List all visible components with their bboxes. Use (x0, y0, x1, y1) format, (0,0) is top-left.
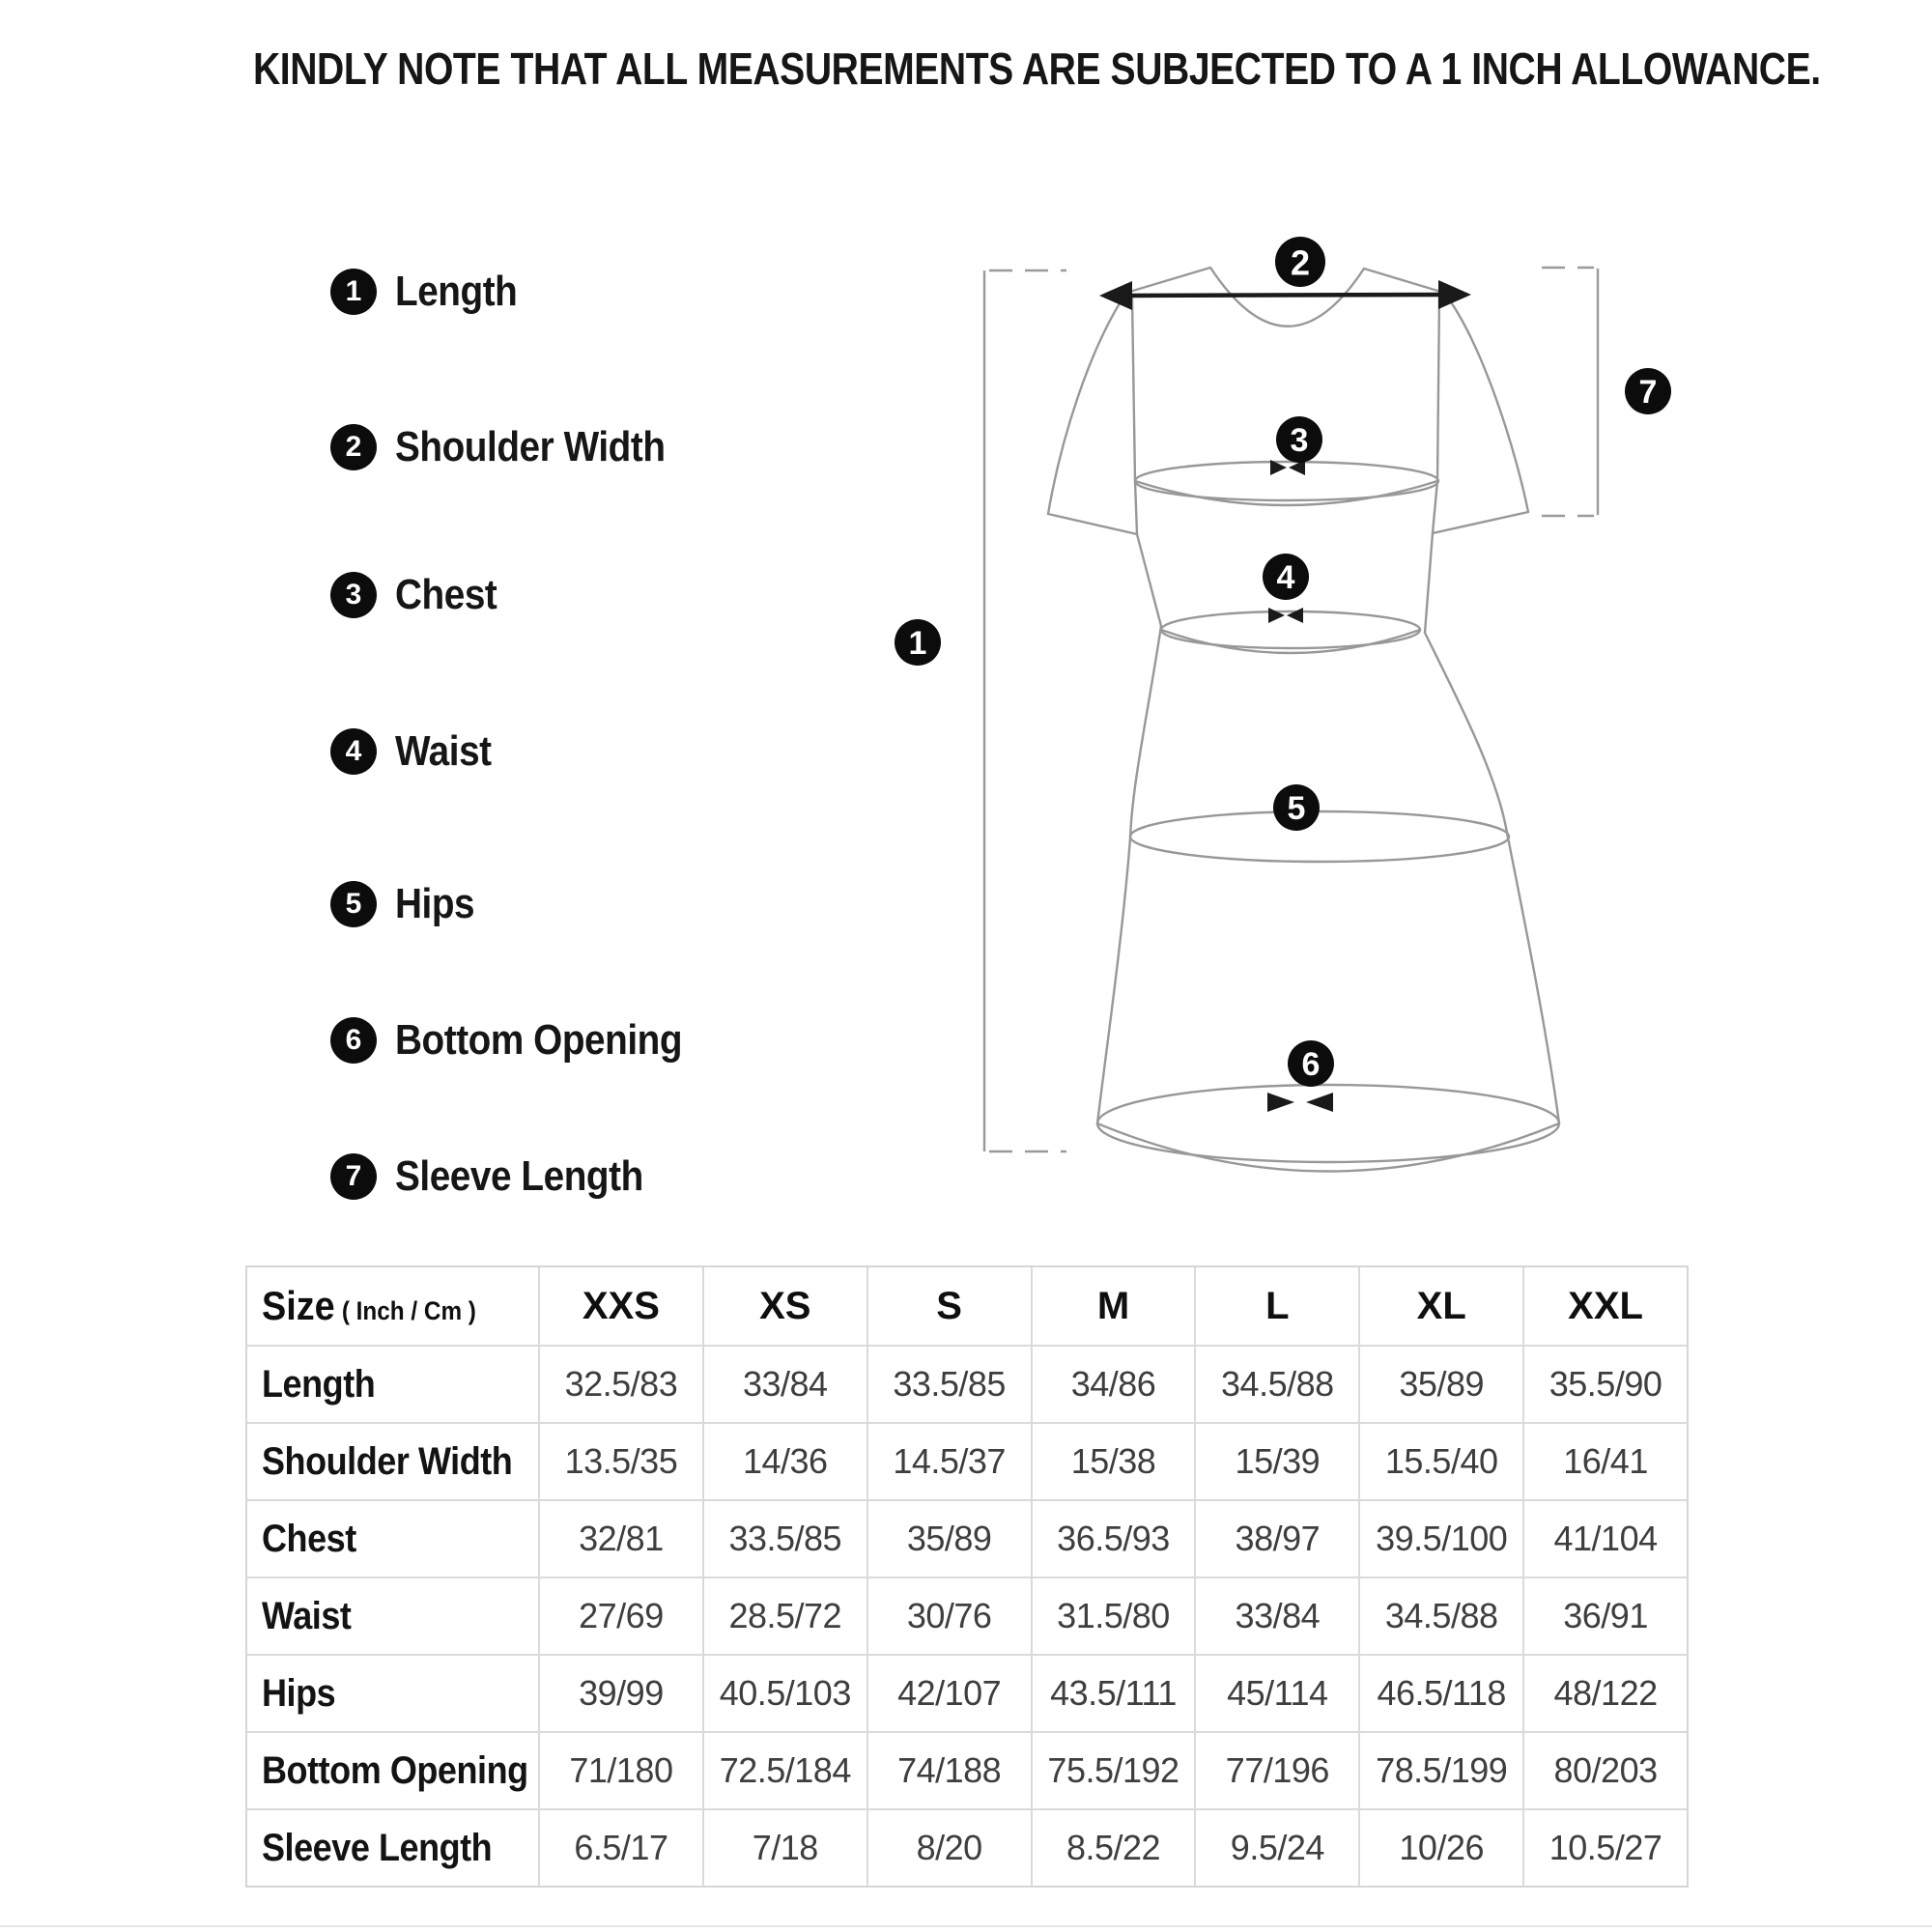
row-label-waist: Waist (247, 1577, 538, 1654)
legend-item-shoulder-width (330, 420, 702, 474)
cell-shoulder-xl: 15.5/40 (1358, 1422, 1522, 1499)
row-label-sleeve-length: Sleeve Length (247, 1808, 538, 1886)
cell-chest-l: 38/97 (1194, 1499, 1358, 1577)
cell-hips-xxs: 39/99 (538, 1654, 702, 1731)
waist-arrow-pair (1268, 608, 1303, 623)
cell-hips-m: 43.5/111 (1031, 1654, 1195, 1731)
cell-chest-m: 36.5/93 (1031, 1499, 1195, 1577)
diagram-marker-2-number: 2 (1290, 242, 1311, 283)
right-bodice-edge (1425, 297, 1439, 633)
marker-5-badge (330, 881, 377, 927)
legend-item-number: 1 (345, 275, 362, 307)
legend-item-label: Chest (395, 571, 497, 618)
legend-item-label: Waist (395, 727, 492, 775)
legend-item-bottom-opening (330, 1013, 722, 1067)
cell-hips-xs: 40.5/103 (702, 1654, 867, 1731)
cell-length-l: 34.5/88 (1194, 1345, 1358, 1422)
chest-seam-arc (1135, 481, 1437, 505)
legend-item-number: 7 (345, 1160, 362, 1192)
legend-item-label: Length (395, 268, 518, 315)
allowance-note: KINDLY NOTE THAT ALL MEASUREMENTS ARE SUBJECTED TO A 1 INCH ALLOWANCE. (253, 43, 1821, 94)
legend-item-hips (330, 877, 485, 931)
right-sleeve-path (1433, 293, 1528, 533)
diagram-marker-1 (895, 619, 941, 666)
legend-item-waist (330, 724, 504, 779)
marker-1-badge (330, 269, 377, 315)
legend-item-label: Bottom Opening (395, 1016, 683, 1064)
legend-item-number: 5 (345, 888, 362, 920)
left-sleeve-path (1048, 293, 1137, 534)
column-header-xxl: XXL (1522, 1267, 1687, 1345)
cell-chest-xxl: 41/104 (1522, 1499, 1687, 1577)
legend-item-number: 2 (345, 431, 362, 463)
column-header-xl: XL (1358, 1267, 1522, 1345)
legend-item-label: Hips (395, 880, 475, 927)
cell-hips-xl: 46.5/118 (1358, 1654, 1522, 1731)
column-header-l: L (1194, 1267, 1358, 1345)
size-header-label: Size (262, 1283, 335, 1328)
row-label-shoulder-width: Shoulder Width (247, 1422, 538, 1499)
shoulder-arrow-left-head (1099, 281, 1132, 310)
bottom-divider (0, 1925, 1932, 1927)
hips-ellipse (1130, 811, 1509, 862)
left-skirt-edge (1097, 626, 1161, 1123)
legend-item-number: 3 (345, 579, 362, 611)
diagram-marker-6 (1288, 1040, 1334, 1087)
diagram-marker-3-number: 3 (1290, 422, 1309, 459)
row-label-length: Length (247, 1345, 538, 1422)
bottom-opening-arrow-pair (1267, 1093, 1333, 1112)
cell-waist-xxl: 36/91 (1522, 1577, 1687, 1654)
unit-header-label: ( Inch / Cm ) (341, 1296, 476, 1325)
cell-waist-m: 31.5/80 (1031, 1577, 1195, 1654)
hem-band-arc (1097, 1123, 1559, 1172)
cell-chest-xs: 33.5/85 (702, 1499, 867, 1577)
diagram-marker-2 (1275, 237, 1325, 287)
cell-waist-xl: 34.5/88 (1358, 1577, 1522, 1654)
cell-sleeve-l: 9.5/24 (1194, 1808, 1358, 1886)
column-header-s: S (867, 1267, 1031, 1345)
cell-sleeve-xl: 10/26 (1358, 1808, 1522, 1886)
shoulder-arrow-right-head (1438, 280, 1471, 309)
cell-length-s: 33.5/85 (867, 1345, 1031, 1422)
cell-shoulder-xs: 14/36 (702, 1422, 867, 1499)
cell-bottom-m: 75.5/192 (1031, 1731, 1195, 1808)
cell-sleeve-xxs: 6.5/17 (538, 1808, 702, 1886)
dress-diagram (869, 232, 1700, 1236)
cell-shoulder-xxs: 13.5/35 (538, 1422, 702, 1499)
cell-sleeve-s: 8/20 (867, 1808, 1031, 1886)
waist-seam-arc (1161, 630, 1420, 653)
legend-item-chest (330, 568, 511, 622)
diagram-marker-5 (1273, 784, 1320, 831)
legend-item-label: Sleeve Length (395, 1152, 643, 1200)
cell-sleeve-xxl: 10.5/27 (1522, 1808, 1687, 1886)
marker-6-badge (330, 1017, 377, 1064)
marker-2-badge (330, 424, 377, 470)
diagram-marker-3 (1276, 416, 1322, 463)
legend-item-label: Shoulder Width (395, 423, 666, 470)
cell-length-m: 34/86 (1031, 1345, 1195, 1422)
cell-chest-s: 35/89 (867, 1499, 1031, 1577)
cell-shoulder-l: 15/39 (1194, 1422, 1358, 1499)
marker-4-badge (330, 728, 377, 775)
cell-shoulder-s: 14.5/37 (867, 1422, 1031, 1499)
diagram-marker-7 (1625, 368, 1671, 414)
cell-waist-xxs: 27/69 (538, 1577, 702, 1654)
cell-bottom-xs: 72.5/184 (702, 1731, 867, 1808)
row-label-bottom-opening: Bottom Opening (247, 1731, 538, 1808)
cell-chest-xxs: 32/81 (538, 1499, 702, 1577)
cell-bottom-xxl: 80/203 (1522, 1731, 1687, 1808)
marker-7-badge (330, 1153, 377, 1200)
legend-item-number: 6 (345, 1024, 362, 1056)
diagram-marker-4 (1263, 554, 1309, 600)
legend-item-length (330, 265, 534, 319)
cell-bottom-l: 77/196 (1194, 1731, 1358, 1808)
cell-length-xs: 33/84 (702, 1345, 867, 1422)
legend-item-sleeve-length (330, 1150, 677, 1204)
left-bodice-edge (1132, 297, 1161, 626)
marker-3-badge (330, 572, 377, 618)
column-header-xxs: XXS (538, 1267, 702, 1345)
cell-length-xxs: 32.5/83 (538, 1345, 702, 1422)
cell-sleeve-m: 8.5/22 (1031, 1808, 1195, 1886)
table-corner-cell (247, 1267, 538, 1345)
right-skirt-edge (1425, 633, 1559, 1123)
cell-bottom-xl: 78.5/199 (1358, 1731, 1522, 1808)
diagram-marker-4-number: 4 (1276, 559, 1295, 596)
size-table (245, 1265, 1689, 1888)
diagram-marker-1-number: 1 (908, 625, 927, 662)
cell-hips-l: 45/114 (1194, 1654, 1358, 1731)
cell-bottom-s: 74/188 (867, 1731, 1031, 1808)
cell-bottom-xxs: 71/180 (538, 1731, 702, 1808)
legend-item-number: 4 (345, 735, 362, 767)
cell-chest-xl: 39.5/100 (1358, 1499, 1522, 1577)
cell-waist-xs: 28.5/72 (702, 1577, 867, 1654)
cell-hips-s: 42/107 (867, 1654, 1031, 1731)
cell-shoulder-m: 15/38 (1031, 1422, 1195, 1499)
diagram-marker-7-number: 7 (1638, 374, 1658, 411)
cell-length-xxl: 35.5/90 (1522, 1345, 1687, 1422)
row-label-chest: Chest (247, 1499, 538, 1577)
diagram-marker-6-number: 6 (1301, 1046, 1321, 1083)
shoulder-arrow-line (1125, 295, 1445, 296)
row-label-hips: Hips (247, 1654, 538, 1731)
column-header-xs: XS (702, 1267, 867, 1345)
cell-waist-l: 33/84 (1194, 1577, 1358, 1654)
cell-hips-xxl: 48/122 (1522, 1654, 1687, 1731)
cell-shoulder-xxl: 16/41 (1522, 1422, 1687, 1499)
cell-sleeve-xs: 7/18 (702, 1808, 867, 1886)
cell-length-xl: 35/89 (1358, 1345, 1522, 1422)
column-header-m: M (1031, 1267, 1195, 1345)
diagram-marker-5-number: 5 (1287, 790, 1306, 827)
cell-waist-s: 30/76 (867, 1577, 1031, 1654)
